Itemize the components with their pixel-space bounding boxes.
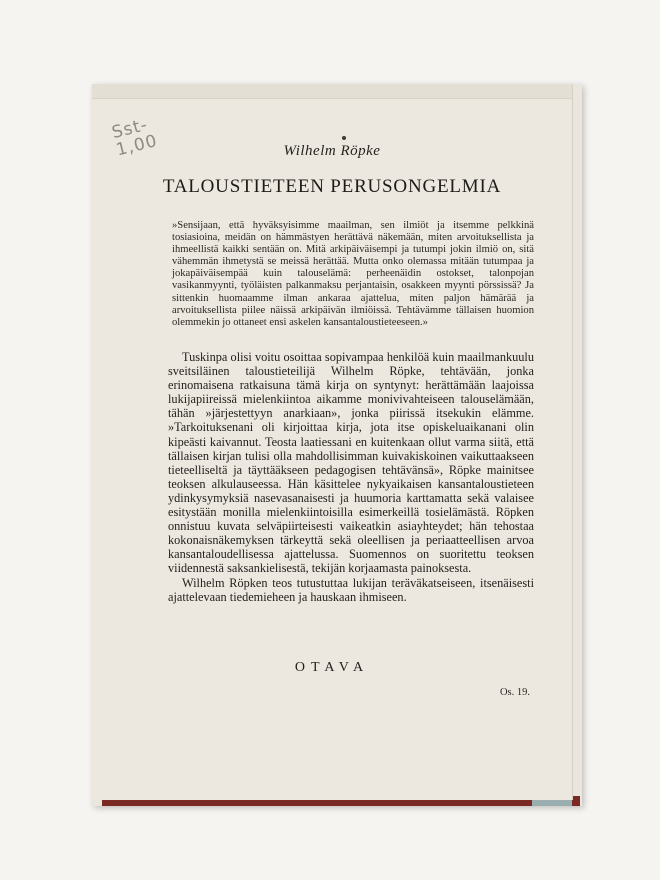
blurb-quote: »Sensijaan, että hyväksyisimme maailman, sen ilmiöt ja itsemme pelkkinä tosiasioina, meidän on hämmästyen herättävä näkemään, miten arvoituksellista ja ihmeellistä kaikki sentään on. Mitä arkipäiväisempi ja tutumpi jokin ilmiö on, sitä vähemmän ihmetystä se meissä herättää. Mutta onko olemassa mitään tutumpaa ja jokapäiväisempää kuin talouselämä: perheenäidin ostokset, talonpojan vasikanmyynti, työläisten palkanmaksu perjantaisin, osakkeen myynti pörssissä? Ja sittenkin huomaamme ilman ankaraa ajattelua, miten paljon hämärää ja arvoituksellista piilee näissä arkipäivän ilmiöissä. Tehtävämme tällaisen huomion olemmekin jo ottaneet ensi askelen kansantaloustieteeseen.» bbox=[172, 220, 534, 328]
blurb-paragraph: Wilhelm Röpken teos tutustuttaa lukijan teräväkatseiseen, itsenäisesti ajattelevaan tiedemieheen ja hauskaan ihmiseen. bbox=[168, 575, 534, 604]
author-name: Wilhelm Röpke bbox=[283, 143, 381, 159]
series-code: Os. 19. bbox=[499, 687, 530, 698]
ornament-dot bbox=[342, 136, 346, 140]
publisher-name: OTAVA bbox=[294, 660, 370, 675]
jacket-top-fold bbox=[92, 84, 572, 99]
book-back-cover bbox=[92, 84, 582, 806]
pencil-price-note: Sst- 1,00 bbox=[109, 114, 160, 161]
book-title: TALOUSTIETEEN PERUSONGELMIA bbox=[162, 176, 502, 197]
blurb-body bbox=[168, 350, 534, 604]
blurb-paragraph: Tuskinpa olisi voitu osoittaa sopivampaa henkilöä kuin maailmankuulu sveitsiläinen taloustieteilijä Wilhelm Röpke, tehtävään, jonka erinomaisena ratkaisuna tämä kirja on syntynyt: herättämään laajoissa lukijapiireissä mielenkiintoa aikamme monivivahteiseen talouselämään, tähän »järjestettyyn anarkiaan», jonka piirissä itsekukin elämme. »Tarkoituksenani oli kirjoittaa kirja, jota itse opiskeluaikanani olin kipeästi kaivannut. Teosta laatiessani en kuitenkaan ollut varma siitä, että tällaisen kirjan tulisi olla mahdollisimman kuivakiskoinen vaikuttaakseen tieteelliseltä ja täyttääkseen pedagogisen tehtävänsä», Röpke mainitsee teoksen alkulauseessa. Hän käsittelee nykyaikaisen kansantaloustieteen ydinkysymyksiä nasevasanaisesti ja huumoria karttamatta sekä valaisee esitystään monilla mielenkiintoisilla esimerkeillä tosielämästä. Röpken onnistuu kuvata selväpiirteisesti vaikeatkin asiayhteydet; hän tehostaa kokonaisnäkemyksen tärkeyttä sekä oleellisen ja periaatteellisen arvoa kansantaloudellisessa ajattelussa. Suomennos on suoritettu teoksen viidennestä saksankielisestä, tekijän korjaamasta painoksesta. bbox=[168, 350, 534, 576]
dust-jacket bbox=[92, 84, 573, 800]
